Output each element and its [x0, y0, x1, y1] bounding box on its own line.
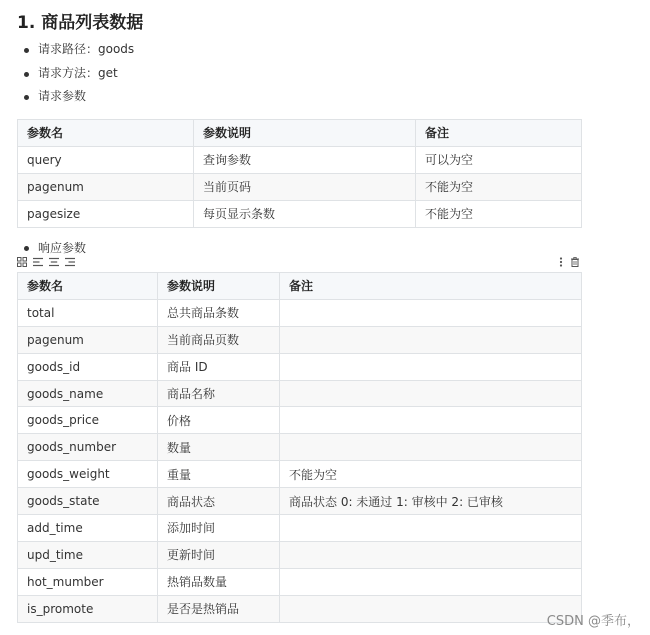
list-item: [22, 85, 134, 109]
response-params-label: 响应参数: [38, 241, 87, 255]
table-cell: query: [18, 146, 194, 173]
table-cell: pagesize: [18, 200, 194, 227]
table-cell: 查询参数: [194, 146, 416, 173]
watermark: CSDN @季布，: [546, 614, 640, 629]
table-cell: 数量: [158, 434, 280, 461]
table-row: [18, 326, 582, 353]
table-cell: 不能为空: [416, 200, 582, 227]
table-cell: hot_mumber: [18, 568, 158, 595]
bullet-icon: [24, 48, 29, 53]
table-cell: goods_price: [18, 407, 158, 434]
table-cell: add_time: [18, 515, 158, 542]
table-cell: [280, 326, 582, 353]
table-header-row: [18, 120, 582, 147]
align-right-icon[interactable]: [65, 257, 75, 267]
table-cell: is_promote: [18, 595, 158, 622]
table-cell: pagenum: [18, 326, 158, 353]
table-cell: [280, 541, 582, 568]
header-cell: 参数说明: [158, 273, 280, 300]
header-cell: 备注: [416, 120, 582, 147]
table-cell: 重量: [158, 461, 280, 488]
table-row: [18, 488, 582, 515]
table-row: [18, 200, 582, 227]
table-cell: 更新时间: [158, 541, 280, 568]
table-grid-icon[interactable]: [17, 257, 27, 267]
bullet-icon: [24, 95, 29, 100]
table-cell: 商品状态 0: 未通过 1: 审核中 2: 已审核: [280, 488, 582, 515]
table-cell: [280, 568, 582, 595]
table-cell: 价格: [158, 407, 280, 434]
table-cell: 不能为空: [280, 461, 582, 488]
table-header-row: [18, 273, 582, 300]
table-cell: total: [18, 299, 158, 326]
table-cell: 添加时间: [158, 515, 280, 542]
table-cell: 商品名称: [158, 380, 280, 407]
table-toolbar-left: [17, 257, 75, 269]
more-vertical-icon[interactable]: [556, 257, 566, 267]
request-method: 请求方法：get: [38, 65, 118, 80]
list-item: [22, 38, 134, 62]
table-cell: [280, 407, 582, 434]
table-cell: upd_time: [18, 541, 158, 568]
table-row: [18, 407, 582, 434]
table-cell: 不能为空: [416, 173, 582, 200]
request-path: 请求路径：goods: [38, 42, 135, 56]
table-cell: pagenum: [18, 173, 194, 200]
table-row: [18, 173, 582, 200]
request-info-list: [22, 38, 134, 109]
table-row: [18, 461, 582, 488]
table-row: [18, 434, 582, 461]
table-row: [18, 515, 582, 542]
table-cell: [280, 595, 582, 622]
header-cell: 备注: [280, 273, 582, 300]
response-info-list: [22, 238, 86, 258]
table-cell: 当前页码: [194, 173, 416, 200]
table-row: [18, 299, 582, 326]
request-params-table: [17, 119, 582, 228]
table-row: [18, 568, 582, 595]
table-row: [18, 541, 582, 568]
header-cell: 参数名: [18, 273, 158, 300]
table-cell: [280, 353, 582, 380]
table-row: [18, 353, 582, 380]
table-cell: goods_number: [18, 434, 158, 461]
table-cell: goods_weight: [18, 461, 158, 488]
table-cell: 每页显示条数: [194, 200, 416, 227]
table-cell: goods_id: [18, 353, 158, 380]
table-cell: 可以为空: [416, 146, 582, 173]
bullet-icon: [24, 72, 29, 77]
table-cell: goods_name: [18, 380, 158, 407]
table-row: [18, 595, 582, 622]
table-cell: 商品 ID: [158, 353, 280, 380]
table-cell: 当前商品页数: [158, 326, 280, 353]
table-cell: [280, 515, 582, 542]
table-row: [18, 146, 582, 173]
table-cell: [280, 380, 582, 407]
trash-icon[interactable]: [570, 257, 580, 267]
table-cell: [280, 299, 582, 326]
list-item: [22, 62, 134, 86]
list-item: [22, 238, 86, 258]
table-toolbar-right: [556, 257, 580, 269]
table-cell: [280, 434, 582, 461]
table-cell: 总共商品条数: [158, 299, 280, 326]
align-center-icon[interactable]: [49, 257, 59, 267]
table-cell: 商品状态: [158, 488, 280, 515]
response-params-table: [17, 272, 582, 623]
header-cell: 参数说明: [194, 120, 416, 147]
table-row: [18, 380, 582, 407]
table-cell: 热销品数量: [158, 568, 280, 595]
table-cell: goods_state: [18, 488, 158, 515]
bullet-icon: [24, 246, 29, 251]
request-params-label: 请求参数: [38, 89, 87, 103]
header-cell: 参数名: [18, 120, 194, 147]
page-title: 1. 商品列表数据: [17, 13, 144, 33]
align-left-icon[interactable]: [33, 257, 43, 267]
table-cell: 是否是热销品: [158, 595, 280, 622]
